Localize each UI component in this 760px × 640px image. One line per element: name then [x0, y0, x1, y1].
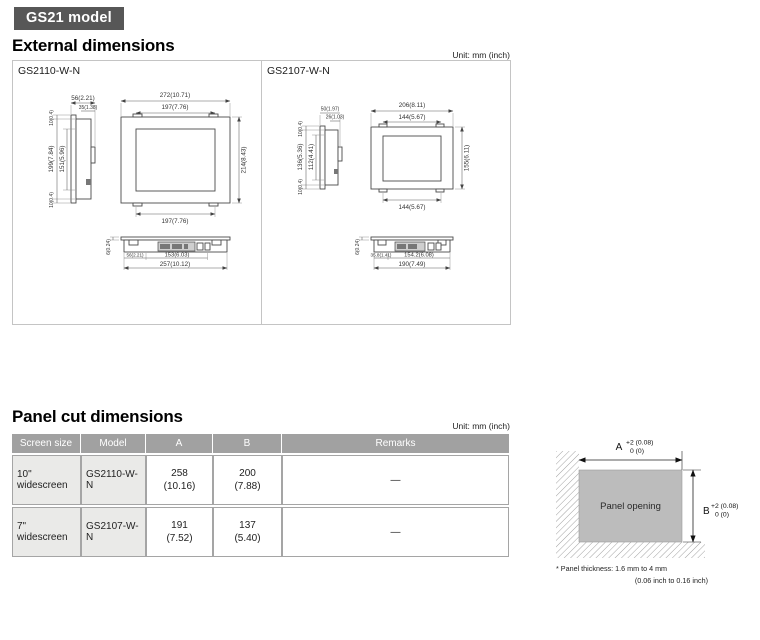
panel-opening-diagram	[545, 424, 760, 592]
dim-b-label: B	[703, 506, 710, 517]
model-badge: GS21 model	[14, 7, 124, 30]
gs2107-dim-inner-width-top: 144(5.67)	[398, 114, 426, 121]
gs2107-dim-bottom-margin: 10(0.4)	[298, 179, 304, 195]
gs2107-dim-top-margin: 10(0.4)	[298, 121, 304, 137]
cell-b	[213, 455, 282, 505]
gs2110-dim-top-margin: 10(0.4)	[49, 110, 55, 126]
gs2107-model-label: GS2107-W-N	[267, 65, 330, 77]
cell-a	[146, 455, 213, 505]
external-dimensions-box	[12, 60, 511, 325]
gs2107-dim-width: 206(8.11)	[398, 102, 426, 109]
gs2110-dim-height: 214(8.43)	[240, 146, 248, 174]
gs2110-dim-depth: 56(2.21)	[71, 95, 95, 102]
a-inch: (7.52)	[166, 533, 193, 544]
gs2107-dim-mounting-width: 190(7.49)	[398, 261, 426, 268]
gs2110-dim-width: 272(10.71)	[159, 92, 191, 99]
gs2107-dim-depth-inner: 26(1.03)	[325, 114, 345, 121]
gs2110-dim-depth-inner: 35(1.38)	[78, 105, 98, 111]
external-dimensions-title: External dimensions	[12, 36, 175, 55]
gs2107-dim-body-height: 136(5.36)	[297, 143, 304, 171]
gs2107-dim-protrusion: 6(0.24)	[355, 239, 361, 255]
col-header-screen-size: Screen size	[12, 434, 81, 453]
gs2110-dim-inner-height: 151(5.96)	[59, 145, 66, 173]
external-unit-label: Unit: mm (inch)	[452, 50, 510, 60]
cell-remarks: —	[282, 455, 509, 505]
panel-gs2110	[13, 61, 261, 324]
dim-a-tol-zero: 0 (0)	[630, 448, 644, 455]
table-row	[12, 455, 509, 505]
cell-screen-size: 7" widescreen	[12, 507, 81, 557]
col-header-remarks: Remarks	[282, 434, 509, 453]
panel-cut-dimensions-title: Panel cut dimensions	[12, 407, 183, 426]
table-row	[12, 507, 509, 557]
table-header-row	[12, 434, 509, 453]
dim-a-tol-plus: +2 (0.08)	[626, 439, 654, 447]
dim-a-label: A	[615, 442, 623, 453]
b-mm: 200	[239, 468, 256, 479]
gs2107-dim-bottom-offset: 35.8(1.41)	[370, 252, 392, 258]
dim-b-tol-plus: +2 (0.08)	[711, 503, 739, 510]
gs2107-dim-inner-height: 112(4.41)	[308, 143, 315, 171]
gs2110-model-label: GS2110-W-N	[18, 65, 81, 77]
gs2110-dim-protrusion: 6(0.24)	[106, 239, 112, 255]
gs2110-dim-bottom-margin: 10(0.4)	[49, 192, 55, 208]
gs2107-drawing	[262, 87, 512, 287]
gs2110-dim-inner-width-top: 197(7.76)	[161, 104, 189, 111]
gs2110-dim-bottom-offset: 56(2.21)	[126, 252, 144, 258]
b-mm: 137	[239, 520, 256, 531]
cell-model: GS2110-W-N	[81, 455, 146, 505]
b-inch: (7.88)	[234, 481, 261, 492]
cell-a	[146, 507, 213, 557]
panel-thickness-note: * Panel thickness: 1.6 mm to 4 mm	[556, 564, 668, 573]
col-header-a: A	[146, 434, 213, 453]
gs2107-dim-inner-width-bottom: 144(5.67)	[398, 204, 426, 211]
a-mm: 258	[171, 468, 188, 479]
col-header-model: Model	[81, 434, 146, 453]
b-inch: (5.40)	[234, 533, 261, 544]
cell-model: GS2107-W-N	[81, 507, 146, 557]
panel-cut-unit-label: Unit: mm (inch)	[452, 421, 510, 431]
gs2110-dim-mounting-width: 257(10.12)	[159, 261, 191, 268]
cell-b	[213, 507, 282, 557]
gs2107-dim-interface-width: 154.2(6.08)	[404, 252, 434, 259]
panel-gs2107	[261, 61, 510, 324]
a-inch: (10.16)	[163, 481, 196, 492]
gs2107-dim-height: 155(6.11)	[463, 144, 471, 172]
gs2110-drawing	[13, 87, 258, 287]
panel-opening-label: Panel opening	[600, 501, 661, 512]
cell-remarks: —	[282, 507, 509, 557]
panel-thickness-note-inch: (0.06 inch to 0.16 inch)	[634, 576, 708, 585]
cell-screen-size: 10" widescreen	[12, 455, 81, 505]
gs2110-dim-interface-width: 153(6.03)	[164, 252, 190, 259]
panel-cut-table	[12, 432, 509, 559]
gs2107-dim-depth: 50(1.97)	[320, 106, 340, 113]
a-mm: 191	[171, 520, 188, 531]
gs2110-dim-body-height: 199(7.84)	[48, 145, 55, 173]
col-header-b: B	[213, 434, 282, 453]
gs2110-dim-inner-width-bottom: 197(7.76)	[161, 218, 189, 225]
dim-b-tol-zero: 0 (0)	[715, 511, 729, 519]
